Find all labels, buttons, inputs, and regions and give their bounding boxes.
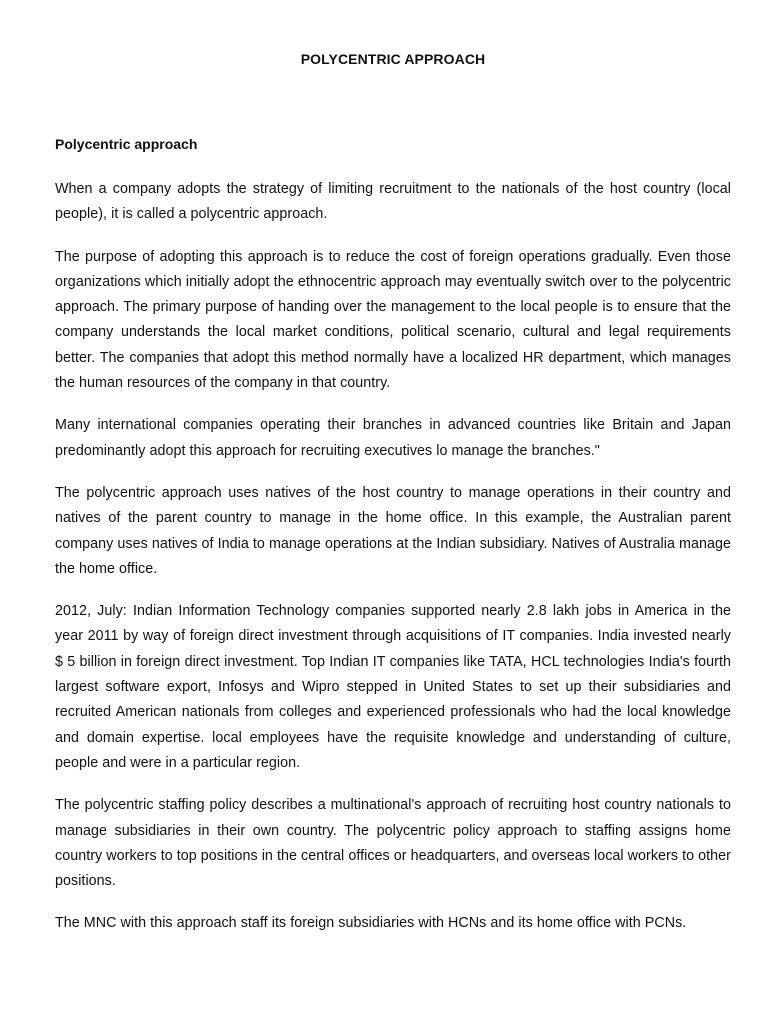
paragraph-purpose: The purpose of adopting this approach is to reduce the cost of foreign operations gradually. Even those organizations which initially adopt the ethnocentric approach may eventually switch over to the polycentric approach. The primary purpose of handing over the management to the local people is to ensure that the company understands the local market conditions, political scenario, cultural and legal requirements better. The companies that adopt this method normally have a localized HR department, which manages the human resources of the company in that country. xyxy=(55,248,731,392)
paragraph-mnc-staffing: The MNC with this approach staff its foreign subsidiaries with HCNs and its home office with PCNs. xyxy=(55,915,687,932)
paragraph-definition: When a company adopts the strategy of limiting recruitment to the nationals of the host country (local people), it is called a polycentric approach. xyxy=(55,181,731,223)
document-body xyxy=(55,177,731,954)
paragraph-natives-example: The polycentric approach uses natives of the host country to manage operations in their country and natives of the parent country to manage in the home office. In this example, the Australian parent company uses natives of India to manage operations at the Indian subsidiary. Natives of Australia manage the home office. xyxy=(55,484,731,577)
paragraph-staffing-policy: The polycentric staffing policy describes a multinational's approach of recruiting host country nationals to manage subsidiaries in their own country. The polycentric policy approach to staffing assigns home country workers to top positions in the central offices or headquarters, and overseas local workers to other positions. xyxy=(55,797,731,890)
section-heading: Polycentric approach xyxy=(55,136,198,152)
paragraph-international-companies: Many international companies operating their branches in advanced countries like Britain and Japan predominantly adopt this approach for recruiting executives lo manage the branches." xyxy=(55,417,731,459)
document-title: POLYCENTRIC APPROACH xyxy=(300,51,486,67)
paragraph-india-it-example: 2012, July: Indian Information Technology companies supported nearly 2.8 lakh jobs in America in the year 2011 by way of foreign direct investment through acquisitions of IT companies. India invested nearly $ 5 billion in foreign direct investment. Top Indian IT companies like TATA, HCL technologies India's fourth largest software export, Infosys and Wipro stepped in United States to set up their subsidiaries and recruited American nationals from colleges and experienced professionals who had the local knowledge and domain expertise. local employees have the requisite knowledge and understanding of culture, people and were in a particular region. xyxy=(55,603,731,771)
